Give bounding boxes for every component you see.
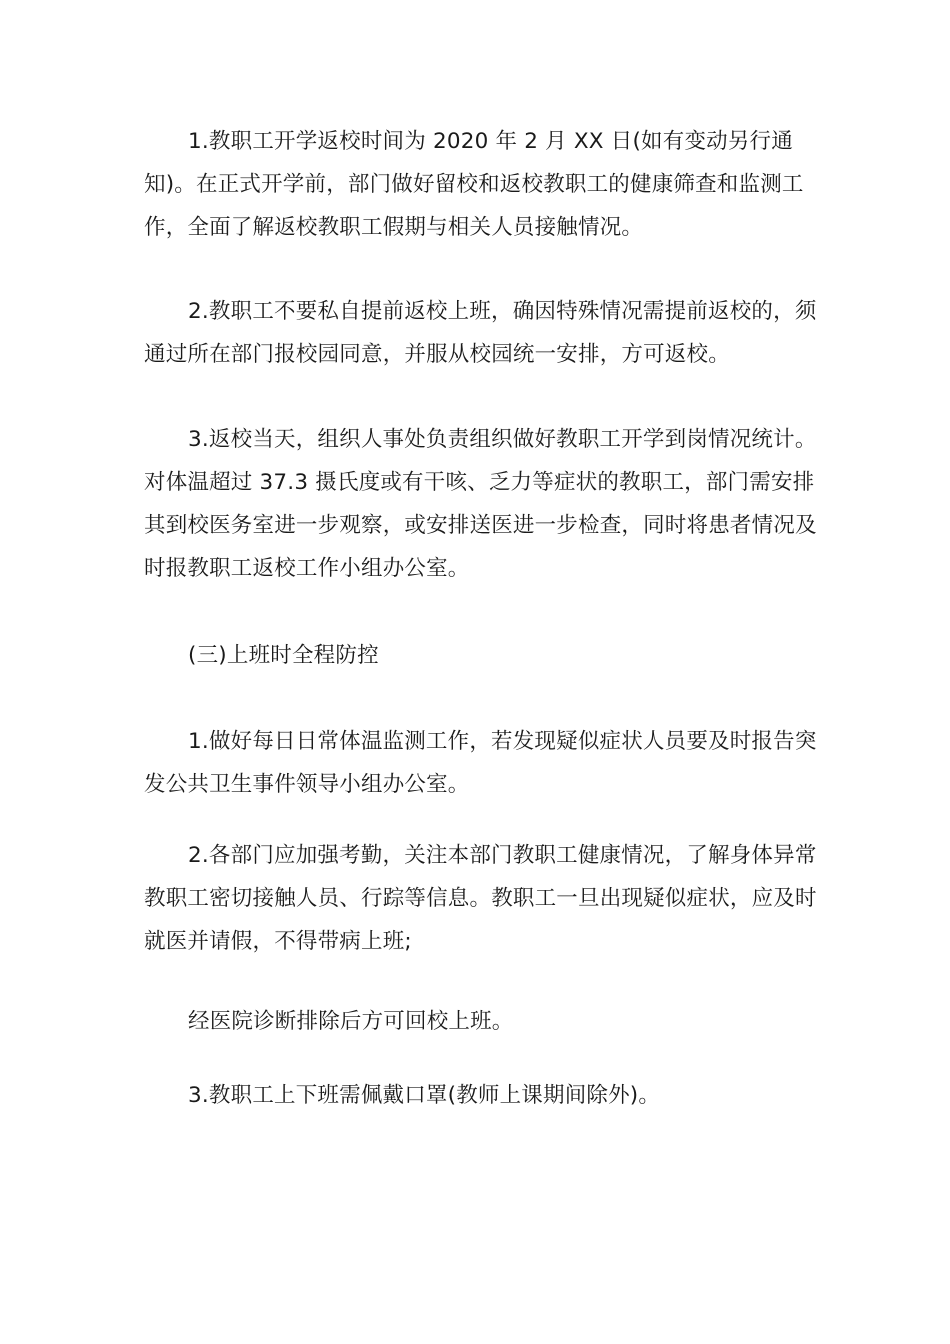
paragraph-no-early-return: 2.教职工不要私自提前返校上班，确因特殊情况需提前返校的，须通过所在部门报校园同意，并服从校园统一安排，方可返校。 — [144, 298, 817, 367]
section-heading: (三)上班时全程防控 — [188, 642, 379, 668]
paragraph-temperature-monitoring: 1.做好每日日常体温监测工作，若发现疑似症状人员要及时报告突发公共卫生事件领导小组办公室。 — [144, 728, 817, 797]
paragraph-return-after-diagnosis: 经医院诊断排除后方可回校上班。 — [188, 1008, 514, 1034]
paragraph-return-date: 1.教职工开学返校时间为 2020 年 2 月 XX 日(如有变动另行通知)。在正式开学前，部门做好留校和返校教职工的健康筛查和监测工作，全面了解返校教职工假期与相关人员接触情况。 — [144, 128, 804, 240]
paragraph-masks: 3.教职工上下班需佩戴口罩(教师上课期间除外)。 — [188, 1082, 661, 1108]
paragraph-attendance: 2.各部门应加强考勤，关注本部门教职工健康情况，了解身体异常教职工密切接触人员、行踪等信息。教职工一旦出现疑似症状，应及时就医并请假，不得带病上班; — [144, 842, 817, 954]
paragraph-return-day-check: 3.返校当天，组织人事处负责组织做好教职工开学到岗情况统计。对体温超过 37.3 摄氏度或有干咳、乏力等症状的教职工，部门需安排其到校医务室进一步观察，或安排送医进一步检查，同时将患者情况及时报教职工返校工作小组办公室。 — [144, 426, 817, 581]
